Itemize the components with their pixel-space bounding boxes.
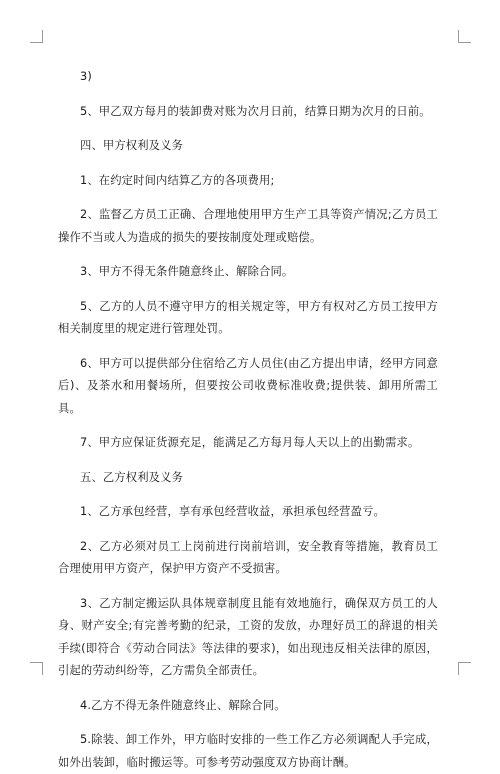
crop-mark-top-left: [30, 30, 43, 43]
document-body: [58, 66, 438, 774]
paragraph-a-2: 2、监督乙方员工正确、合理地使用甲方生产工具等资产情况;乙方员工操作不当或人为造成的损失的要按制度处理或赔偿。: [58, 208, 438, 244]
paragraph-item-3: 3): [80, 70, 92, 83]
crop-mark-top-right: [458, 30, 471, 43]
crop-mark-bottom-right: [458, 662, 471, 675]
crop-mark-bottom-left: [30, 662, 43, 675]
paragraph-a-6: 6、甲方可以提供部分住宿给乙方人员住(由乙方提出申请，经甲方同意后)、及茶水和用餐场所，但要按公司收费标准收费;提供装、卸用所需工具。: [58, 356, 438, 415]
paragraph-b-5: 5.除装、卸工作外，甲方临时安排的一些工作乙方必须调配人手完成，如外出装卸，临时搬运等。可参考劳动强度双方协商计酬。: [58, 733, 438, 769]
section-heading-party-b: 五、乙方权利及义务: [80, 470, 184, 484]
paragraph-b-2: 2、乙方必须对员工上岗前进行岗前培训，安全教育等措施，教育员工合理使用甲方资产，保护甲方资产不受损害。: [58, 539, 438, 575]
paragraph-a-5: 5、乙方的人员不遵守甲方的相关规定等，甲方有权对乙方员工按甲方相关制度里的规定进行管理处罚。: [58, 299, 438, 335]
paragraph-settlement-date: 5、甲乙双方每月的装卸费对账为次月日前，结算日期为次月的日前。: [80, 104, 431, 118]
paragraph-a-7: 7、甲方应保证货源充足，能满足乙方每月每人天以上的出勤需求。: [80, 436, 420, 449]
paragraph-b-1: 1、乙方承包经营，享有承包经营收益，承担承包经营盈亏。: [80, 505, 385, 518]
paragraph-b-4: 4.乙方不得无条件随意终止、解除合同。: [80, 698, 286, 712]
paragraph-b-3: 3、乙方制定搬运队具体规章制度且能有效地施行，确保双方员工的人身、财产安全;有完善考勤的纪录，工资的发放，办理好员工的辞退的相关手续(即符合《劳动合同法》等法律的要求)，如出现违反相关法律的原因，引起的劳动纠纷等，乙方需负全部责任。: [58, 596, 438, 677]
paragraph-a-1: 1、在约定时间内结算乙方的各项费用;: [80, 173, 275, 187]
paragraph-a-3: 3、甲方不得无条件随意终止、解除合同。: [80, 265, 294, 278]
section-heading-party-a: 四、甲方权利及义务: [80, 139, 184, 152]
